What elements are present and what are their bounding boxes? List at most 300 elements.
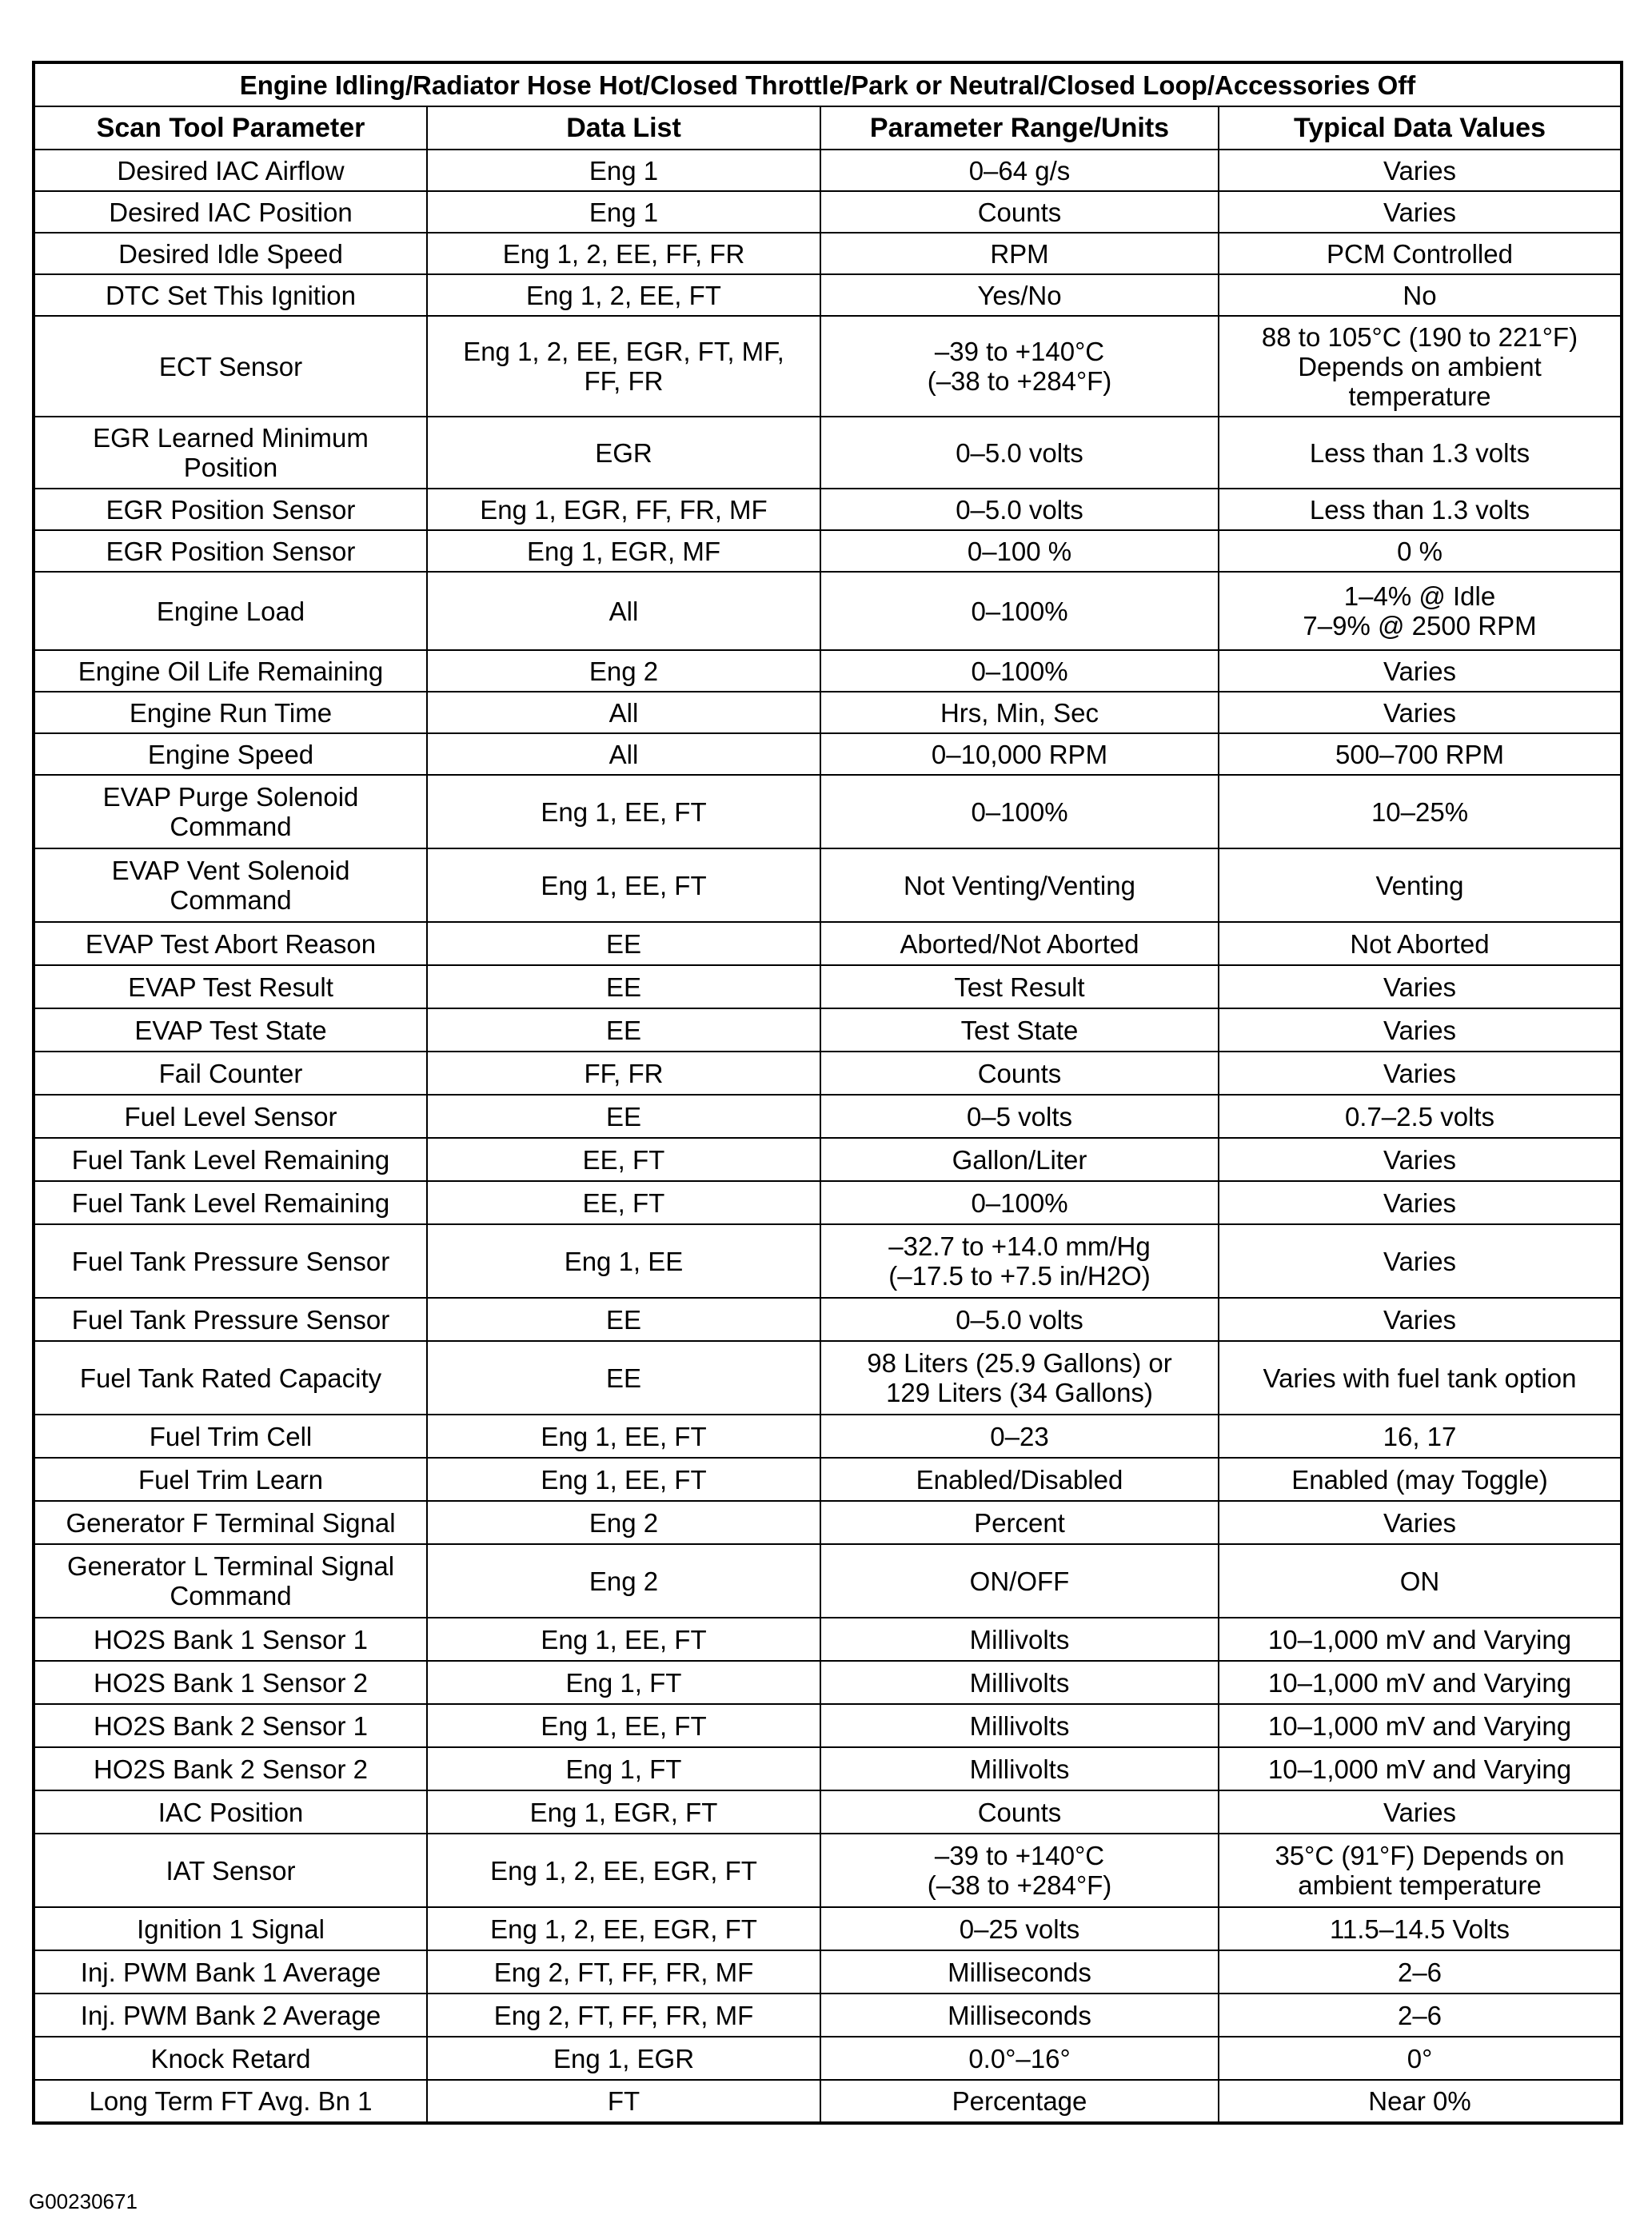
range-units-cell [820,1747,1219,1790]
parameter-cell [34,1415,427,1458]
range-units-cell-text: 0–5.0 volts [956,494,1083,525]
data-list-cell [427,191,820,233]
typical-value-cell [1219,1341,1622,1415]
data-list-cell [427,417,820,489]
data-list-cell [427,848,820,922]
data-list-cell-text: Eng 2, FT, FF, FR, MF [493,2000,754,2030]
data-list-cell [427,1095,820,1138]
data-list-cell [427,1052,820,1095]
table-row [34,530,1622,572]
typical-value-cell [1219,572,1622,650]
range-units-cell-text: Not Venting/Venting [904,870,1135,900]
range-units-cell [820,965,1219,1008]
parameter-cell [34,1950,427,1994]
parameter-cell [34,1341,427,1415]
data-list-cell-text: Eng 1, EE, FT [541,1710,707,1741]
data-list-cell [427,316,820,417]
parameter-cell [34,1501,427,1544]
typical-value-cell [1219,2080,1622,2123]
data-list-cell-text: Eng 1, FT [565,1667,682,1698]
column-header-row [34,106,1622,150]
data-list-cell [427,1341,820,1415]
data-list-cell [427,1950,820,1994]
parameter-cell [34,1661,427,1704]
range-units-cell [820,1834,1219,1907]
parameter-cell-text: HO2S Bank 1 Sensor 2 [93,1667,369,1698]
data-list-cell [427,1138,820,1181]
data-list-cell [427,1994,820,2037]
column-header-range-units: Parameter Range/Units [820,106,1219,150]
range-units-cell [820,191,1219,233]
range-units-cell [820,150,1219,191]
table-row [34,848,1622,922]
parameter-cell-text: Engine Load [156,596,305,626]
typical-value-cell [1219,417,1622,489]
range-units-cell [820,650,1219,692]
data-list-cell-text: Eng 1, EE, FT [541,796,707,827]
typical-value-cell [1219,1994,1622,2037]
typical-value-cell [1219,1747,1622,1790]
range-units-cell [820,1790,1219,1834]
range-units-cell-text: 0–5 volts [966,1101,1073,1131]
table-row [34,922,1622,965]
table-row [34,489,1622,530]
parameter-cell [34,2080,427,2123]
range-units-cell [820,1341,1219,1415]
parameter-cell-text: Fuel Trim Learn [138,1464,324,1495]
typical-value-cell [1219,191,1622,233]
range-units-cell [820,1415,1219,1458]
typical-value-cell-text: 10–1,000 mV and Varying [1267,1710,1572,1741]
range-units-cell [820,274,1219,316]
range-units-cell [820,922,1219,965]
data-list-cell-text: Eng 2 [589,656,659,686]
parameter-cell-text: Desired IAC Position [109,197,353,227]
data-list-cell-text: Eng 1 [589,155,659,186]
table-row [34,1138,1622,1181]
typical-value-cell-text: Varies [1383,1246,1457,1276]
range-units-cell [820,1095,1219,1138]
table-row [34,650,1622,692]
data-list-cell [427,965,820,1008]
table-row [34,1341,1622,1415]
typical-value-cell-text: Near 0% [1368,2086,1471,2116]
typical-value-cell-text: Varies [1383,1015,1457,1045]
typical-value-cell [1219,489,1622,530]
typical-value-cell-text: 2–6 [1397,1957,1443,1987]
range-units-cell [820,316,1219,417]
data-list-cell [427,1298,820,1341]
range-units-cell [820,733,1219,775]
range-units-cell [820,233,1219,274]
parameter-cell [34,417,427,489]
parameter-cell [34,572,427,650]
typical-value-cell-text: 2–6 [1397,2000,1443,2030]
typical-value-cell [1219,2037,1622,2080]
typical-value-cell [1219,316,1622,417]
typical-value-cell-text: 16, 17 [1383,1421,1457,1451]
data-list-cell-text: Eng 1, EE, FT [541,870,707,900]
range-units-cell [820,1501,1219,1544]
parameter-cell [34,733,427,775]
data-list-cell [427,274,820,316]
data-list-cell-text: Eng 1, EGR, MF [526,536,721,566]
typical-value-cell-text: Varies [1383,697,1457,728]
typical-value-cell-text: PCM Controlled [1327,238,1513,269]
data-list-cell [427,1790,820,1834]
parameter-cell-text: Desired Idle Speed [118,238,343,269]
parameter-cell-text: HO2S Bank 2 Sensor 1 [93,1710,369,1741]
parameter-cell-text: EVAP Vent Solenoid Command [111,856,350,915]
data-list-cell [427,1834,820,1907]
range-units-cell [820,1618,1219,1661]
data-list-cell-text: Eng 2 [589,1507,659,1538]
range-units-cell-text: Hrs, Min, Sec [940,697,1099,728]
typical-value-cell-text: Varies [1383,1507,1457,1538]
range-units-cell [820,692,1219,733]
parameter-cell [34,1138,427,1181]
range-units-cell-text: Counts [977,1797,1062,1827]
typical-value-cell-text: Varies [1383,1304,1457,1335]
range-units-cell-text: Test State [960,1015,1079,1045]
parameter-cell [34,1790,427,1834]
table-row [34,1704,1622,1747]
parameter-cell-text: Ignition 1 Signal [137,1914,325,1944]
parameter-cell [34,2037,427,2080]
typical-value-cell-text: Not Aborted [1350,928,1490,959]
data-list-cell-text: Eng 1, 2, EE, EGR, FT, MF, FF, FR [463,337,784,396]
range-units-cell-text: Aborted/Not Aborted [900,928,1139,959]
parameter-cell [34,1618,427,1661]
parameter-cell-text: Engine Run Time [129,697,333,728]
table-row [34,1544,1622,1618]
data-list-cell-text: EGR [595,437,652,468]
typical-value-cell-text: 0 % [1397,536,1443,566]
data-list-cell [427,1224,820,1298]
table-row [34,316,1622,417]
typical-value-cell [1219,775,1622,848]
parameter-cell-text: Fuel Tank Level Remaining [71,1187,390,1218]
data-list-cell-text: Eng 1, 2, EE, FT [526,280,721,310]
range-units-cell-text: Percent [974,1507,1065,1538]
range-units-cell [820,1704,1219,1747]
parameter-cell [34,922,427,965]
range-units-cell-text: –39 to +140°C (–38 to +284°F) [927,1841,1112,1900]
parameter-cell [34,530,427,572]
data-list-cell [427,922,820,965]
parameter-cell [34,1834,427,1907]
parameter-cell [34,316,427,417]
parameter-cell [34,965,427,1008]
range-units-cell [820,1298,1219,1341]
parameter-cell [34,1298,427,1341]
typical-value-cell [1219,1298,1622,1341]
parameter-cell [34,1458,427,1501]
range-units-cell-text: Enabled/Disabled [916,1464,1123,1495]
parameter-cell-text: DTC Set This Ignition [105,280,357,310]
table-row [34,733,1622,775]
range-units-cell-text: 98 Liters (25.9 Gallons) or 129 Liters (34 Gallons) [867,1348,1172,1407]
parameter-cell-text: HO2S Bank 1 Sensor 1 [93,1624,369,1654]
table-row [34,2037,1622,2080]
parameter-cell [34,191,427,233]
range-units-cell-text: 0–23 [990,1421,1049,1451]
range-units-cell-text: Milliseconds [948,1957,1091,1987]
data-list-cell-text: EE, FT [582,1144,665,1175]
parameter-cell-text: Engine Oil Life Remaining [78,656,384,686]
data-list-cell [427,1501,820,1544]
parameter-cell-text: ECT Sensor [158,351,303,381]
parameter-cell-text: Long Term FT Avg. Bn 1 [89,2086,373,2116]
typical-value-cell [1219,1618,1622,1661]
data-list-cell [427,1415,820,1458]
table-body [34,150,1622,2123]
range-units-cell [820,1907,1219,1950]
typical-value-cell [1219,1834,1622,1907]
range-units-cell-text: Percentage [952,2086,1087,2116]
typical-value-cell-text: 1–4% @ Idle 7–9% @ 2500 RPM [1303,581,1537,641]
data-list-cell-text: EE [605,928,642,959]
data-list-cell-text: Eng 1, EGR [553,2043,695,2073]
table-row [34,1834,1622,1907]
parameter-cell-text: Inj. PWM Bank 1 Average [80,1957,381,1987]
typical-value-cell [1219,1224,1622,1298]
typical-value-cell-text: Less than 1.3 volts [1309,437,1530,468]
data-list-cell [427,1008,820,1052]
range-units-cell-text: 0–100 % [967,536,1072,566]
parameter-cell [34,1008,427,1052]
typical-value-cell [1219,1661,1622,1704]
data-list-cell [427,1544,820,1618]
range-units-cell [820,1544,1219,1618]
data-list-cell-text: EE [605,1363,642,1393]
typical-value-cell [1219,650,1622,692]
range-units-cell [820,1661,1219,1704]
parameter-cell-text: Fuel Tank Rated Capacity [79,1363,382,1393]
typical-value-cell-text: 35°C (91°F) Depends on ambient temperature [1275,1841,1565,1900]
typical-value-cell-text: 0.7–2.5 volts [1344,1101,1495,1131]
typical-value-cell [1219,848,1622,922]
table-caption: Engine Idling/Radiator Hose Hot/Closed Throttle/Park or Neutral/Closed Loop/Accessories Off [34,62,1622,106]
range-units-cell-text: Gallon/Liter [952,1144,1087,1175]
typical-value-cell [1219,922,1622,965]
column-header-data-list: Data List [427,106,820,150]
data-list-cell-text: FT [607,2086,640,2116]
typical-value-cell [1219,1458,1622,1501]
data-list-cell-text: All [609,739,639,769]
typical-value-cell-text: Varies [1383,1187,1457,1218]
table-row [34,775,1622,848]
parameter-cell-text: Generator L Terminal Signal Command [66,1551,395,1610]
data-list-cell [427,692,820,733]
data-list-cell-text: All [609,697,639,728]
typical-value-cell [1219,1544,1622,1618]
data-list-cell-text: Eng 1, 2, EE, EGR, FT [490,1855,757,1886]
data-list-cell-text: Eng 1, EGR, FF, FR, MF [480,494,768,525]
typical-value-cell [1219,1052,1622,1095]
table-row [34,1008,1622,1052]
typical-value-cell-text: Varies [1383,1144,1457,1175]
data-list-cell [427,572,820,650]
data-list-cell [427,150,820,191]
data-list-cell-text: Eng 1, FT [565,1754,682,1784]
table-row [34,417,1622,489]
typical-value-cell [1219,1790,1622,1834]
table-row [34,692,1622,733]
range-units-cell [820,530,1219,572]
parameter-cell-text: Inj. PWM Bank 2 Average [80,2000,381,2030]
typical-value-cell [1219,1704,1622,1747]
range-units-cell [820,2037,1219,2080]
typical-value-cell [1219,733,1622,775]
range-units-cell [820,1138,1219,1181]
parameter-cell-text: Desired IAC Airflow [117,155,345,186]
data-list-cell [427,650,820,692]
table-row [34,233,1622,274]
table-row [34,1661,1622,1704]
data-list-cell-text: EE, FT [582,1187,665,1218]
parameter-cell [34,1994,427,2037]
typical-value-cell-text: 10–1,000 mV and Varying [1267,1667,1572,1698]
table-row [34,2080,1622,2123]
typical-value-cell-text: ON [1399,1566,1440,1596]
range-units-cell-text: –32.7 to +14.0 mm/Hg (–17.5 to +7.5 in/H2O) [888,1231,1151,1291]
parameter-cell-text: EVAP Test Abort Reason [85,928,377,959]
table-row [34,1747,1622,1790]
range-units-cell [820,572,1219,650]
parameter-cell-text: EVAP Purge Solenoid Command [102,782,359,841]
range-units-cell-text: 0–25 volts [959,1914,1080,1944]
typical-value-cell-text: No [1403,280,1437,310]
figure-id: G00230671 [29,2189,138,2213]
typical-value-cell [1219,1415,1622,1458]
typical-value-cell [1219,274,1622,316]
parameter-cell-text: Fuel Tank Level Remaining [71,1144,390,1175]
parameter-cell [34,1181,427,1224]
typical-value-cell-text: 10–1,000 mV and Varying [1267,1754,1572,1784]
table-row [34,191,1622,233]
parameter-cell-text: Fail Counter [158,1058,303,1088]
data-list-cell [427,1618,820,1661]
range-units-cell-text: 0–100% [971,656,1068,686]
typical-value-cell [1219,1138,1622,1181]
typical-value-cell [1219,1095,1622,1138]
range-units-cell-text: 0–64 g/s [968,155,1071,186]
range-units-cell-text: Counts [977,197,1062,227]
parameter-cell [34,1907,427,1950]
range-units-cell-text: 0–5.0 volts [956,1304,1083,1335]
typical-value-cell [1219,692,1622,733]
range-units-cell [820,1224,1219,1298]
typical-value-cell-text: Varies [1383,972,1457,1002]
document-page [32,61,1620,2125]
parameter-cell-text: Engine Speed [147,739,314,769]
data-list-cell-text: Eng 1 [589,197,659,227]
range-units-cell [820,1950,1219,1994]
parameter-cell [34,150,427,191]
data-list-cell [427,2080,820,2123]
column-header-typical-values: Typical Data Values [1219,106,1622,150]
column-header-parameter: Scan Tool Parameter [34,106,427,150]
typical-value-cell [1219,965,1622,1008]
table-row [34,150,1622,191]
table-row [34,1618,1622,1661]
table-row [34,1052,1622,1095]
parameter-cell [34,274,427,316]
range-units-cell-text: Millivolts [969,1624,1070,1654]
data-list-cell [427,489,820,530]
typical-value-cell-text: Less than 1.3 volts [1309,494,1530,525]
parameter-cell-text: Fuel Tank Pressure Sensor [71,1304,390,1335]
scan-tool-data-table [32,61,1623,2125]
data-list-cell-text: Eng 1, EGR, FT [529,1797,718,1827]
range-units-cell-text: Millivolts [969,1754,1070,1784]
range-units-cell-text: 0–100% [971,796,1068,827]
typical-value-cell-text: Varies [1383,1797,1457,1827]
table-row [34,1501,1622,1544]
typical-value-cell-text: Varies [1383,197,1457,227]
parameter-cell-text: Fuel Tank Pressure Sensor [71,1246,390,1276]
range-units-cell-text: 0–10,000 RPM [931,739,1108,769]
data-list-cell [427,530,820,572]
data-list-cell [427,775,820,848]
range-units-cell [820,848,1219,922]
parameter-cell-text: EVAP Test Result [128,972,333,1002]
range-units-cell [820,1052,1219,1095]
table-row [34,572,1622,650]
typical-value-cell-text: 0° [1407,2043,1433,2073]
data-list-cell [427,233,820,274]
range-units-cell-text: –39 to +140°C (–38 to +284°F) [927,337,1112,396]
range-units-cell-text: 0–100% [971,596,1068,626]
table-row [34,1298,1622,1341]
range-units-cell-text: Milliseconds [948,2000,1091,2030]
data-list-cell [427,733,820,775]
typical-value-cell [1219,233,1622,274]
range-units-cell-text: Counts [977,1058,1062,1088]
parameter-cell [34,1544,427,1618]
parameter-cell-text: EGR Position Sensor [106,494,356,525]
typical-value-cell-text: Varies [1383,1058,1457,1088]
range-units-cell-text: 0–5.0 volts [956,437,1083,468]
parameter-cell-text: Generator F Terminal Signal [66,1507,396,1538]
data-list-cell [427,1704,820,1747]
range-units-cell-text: Yes/No [977,280,1062,310]
typical-value-cell [1219,150,1622,191]
typical-value-cell-text: Venting [1375,870,1464,900]
range-units-cell-text: Millivolts [969,1710,1070,1741]
data-list-cell-text: Eng 1, EE [564,1246,684,1276]
range-units-cell [820,489,1219,530]
table-row [34,1950,1622,1994]
data-list-cell-text: Eng 1, EE, FT [541,1421,707,1451]
range-units-cell-text: 0–100% [971,1187,1068,1218]
table-row [34,1095,1622,1138]
table-row [34,1790,1622,1834]
data-list-cell-text: FF, FR [584,1058,664,1088]
typical-value-cell [1219,1907,1622,1950]
parameter-cell [34,775,427,848]
parameter-cell-text: Fuel Trim Cell [149,1421,313,1451]
parameter-cell-text: HO2S Bank 2 Sensor 2 [93,1754,369,1784]
range-units-cell-text: RPM [990,238,1049,269]
range-units-cell [820,1994,1219,2037]
typical-value-cell-text: 11.5–14.5 Volts [1329,1914,1510,1944]
typical-value-cell-text: Varies [1383,155,1457,186]
parameter-cell-text: Fuel Level Sensor [124,1101,337,1131]
range-units-cell [820,1181,1219,1224]
parameter-cell [34,650,427,692]
